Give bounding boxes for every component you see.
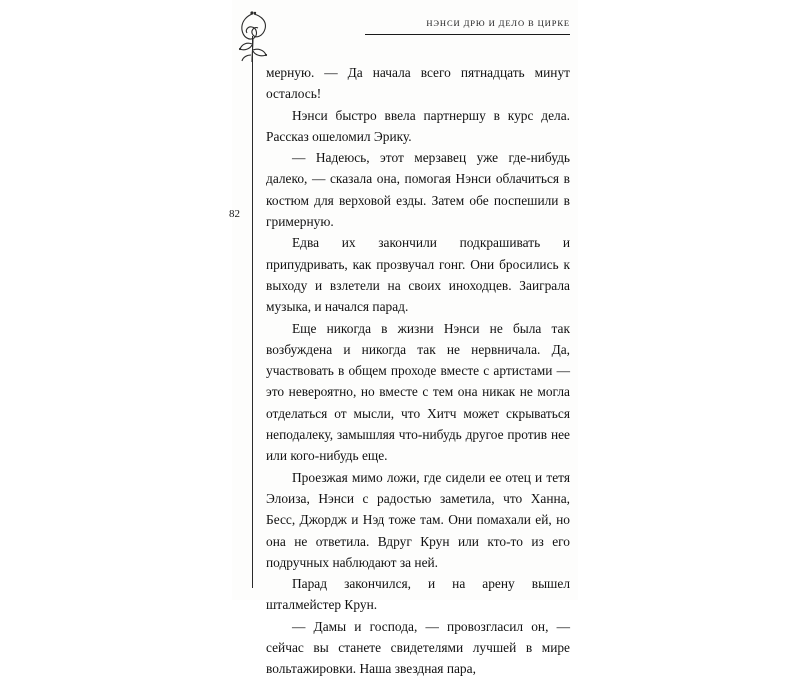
page-number: 82: [229, 208, 240, 220]
body-text: [266, 62, 570, 680]
header-rule: [365, 34, 570, 35]
paragraph: Еще никогда в жизни Нэнси не была так возбуждена и никогда так не нервничала. Да, участвовать в общем проходе вместе с артистами — это невероятно, но вместе с тем она никак не могла отделаться от мысли, что Хитч может скрываться неподалеку, замышляя что-нибудь другое против нее или кого-нибудь еще.: [266, 320, 570, 464]
vertical-rule: [252, 36, 253, 588]
paragraph: — Дамы и господа, — провозгласил он, — сейчас вы станете свидетелями лучшей в мире вольтажировки. Наша звездная пара,: [266, 618, 570, 677]
floral-vignette-icon: [218, 8, 278, 64]
paragraph: Нэнси быстро ввела партнершу в курс дела. Рассказ ошеломил Эрику.: [266, 107, 570, 144]
paragraph: Проезжая мимо ложи, где сидели ее отец и тетя Элоиза, Нэнси с радостью заметила, что Ханна, Бесс, Джордж и Нэд тоже там. Они помахали ей, но она не ответила. Вдруг Крун или кто-то из его подручных наблюдают за ней.: [266, 469, 570, 570]
running-head: НЭНСИ ДРЮ И ДЕЛО В ЦИРКЕ: [426, 18, 570, 28]
page-margin-left: [0, 0, 232, 600]
paragraph: — Надеюсь, этот мерзавец уже где-нибудь далеко, — сказала она, помогая Нэнси облачиться в костюм для верховой езды. Затем обе поспешили в гримерную.: [266, 150, 570, 230]
paragraph: мерную. — Да начала всего пятнадцать минут осталось!: [266, 65, 570, 102]
paragraph: Парад закончился, и на арену вышел шталмейстер Крун.: [266, 576, 570, 613]
paragraph: Едва их закончили подкрашивать и припудривать, как прозвучал гонг. Они бросились к выходу и взлетели на своих иноходцев. Заиграла музыка, и начался парад.: [266, 235, 570, 315]
